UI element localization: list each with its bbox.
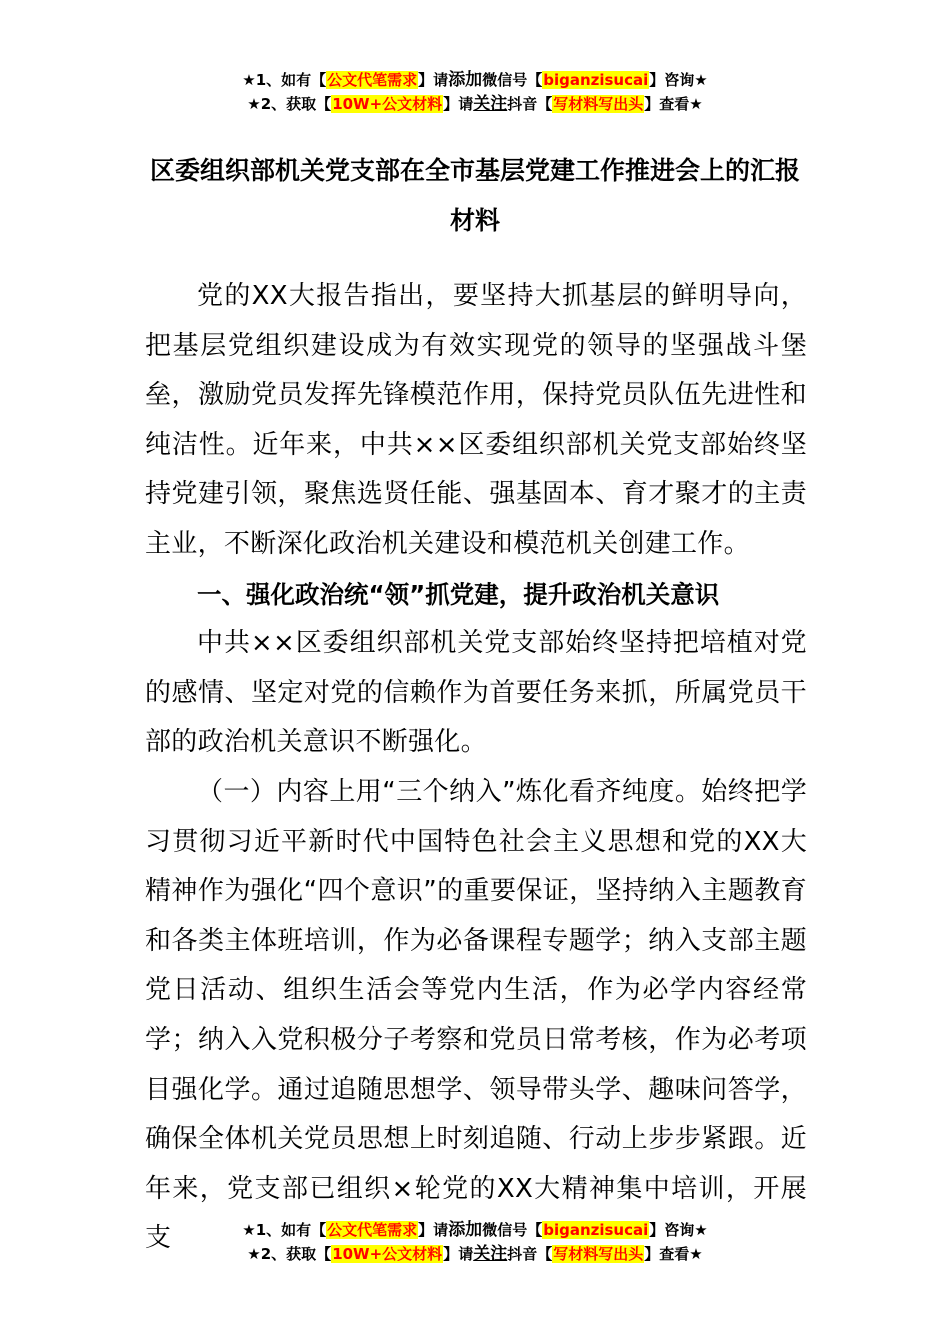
subsection-paragraph: （一）内容上用“三个纳入”炼化看齐纯度。始终把学习贯彻习近平新时代中国特色社会主义思想和党的XX大精神作为强化“四个意识”的重要保证，坚持纳入主题教育和各类主体班培训，作为必备课程专题学；纳入支部主题党日活动、组织生活会等党内生活，作为必学内容经常学；纳入入党积极分子考察和党员日常考核，作为必考项目强化学。通过追随思想学、领导带头学、趣味问答学，确保全体机关党员思想上时刻追随、行动上步步紧跟。近年来，党支部已组织×轮党的XX大精神集中培训，开展支 <box>145 776 807 1254</box>
intro-paragraph: 党的XX大报告指出，要坚持大抓基层的鲜明导向，把基层党组织建设成为有效实现党的领导的坚强战斗堡垒，激励党员发挥先锋模范作用，保持党员队伍先进性和纯洁性。近年来，中共××区委组织部机关党支部始终坚持党建引领，聚焦选贤任能、强基固本、育才聚才的主责主业，不断深化政治机关建设和模范机关创建工作。 <box>145 281 807 559</box>
banner-text: 】查看★ <box>644 95 703 113</box>
banner-text: 添加 <box>448 70 483 90</box>
section-heading: 一、强化政治统“领”抓党建，提升政治机关意识 <box>197 579 720 609</box>
banner-text: ★1、如有【 <box>242 71 327 89</box>
document-title: 区委组织部机关党支部在全市基层党建工作推进会上的汇报材料 <box>149 156 800 235</box>
banner-highlight-wechat: biganzisucai <box>543 71 649 89</box>
banner-highlight: 公文代笔需求 <box>327 71 418 89</box>
banner-highlight-douyin: 写材料写出头 <box>553 1245 644 1263</box>
banner-text: 】咨询★ <box>649 71 708 89</box>
banner-line-2 <box>0 1242 950 1266</box>
header-banner <box>0 68 950 116</box>
banner-text: ★2、获取【 <box>247 1245 332 1263</box>
banner-text: ★2、获取【 <box>247 95 332 113</box>
banner-highlight: 10W+公文材料 <box>332 1245 443 1263</box>
banner-text: 抖音【 <box>507 95 553 113</box>
footer-banner <box>0 1218 950 1266</box>
document-body <box>145 272 807 1264</box>
banner-highlight-wechat: biganzisucai <box>543 1221 649 1239</box>
banner-text: 】查看★ <box>644 1245 703 1263</box>
banner-line-1 <box>0 68 950 92</box>
banner-line-1 <box>0 1218 950 1242</box>
banner-line-2 <box>0 92 950 116</box>
banner-text: 】请 <box>418 71 449 89</box>
banner-text: 添加 <box>448 1220 483 1240</box>
banner-text: 】请 <box>418 1221 449 1239</box>
banner-highlight: 公文代笔需求 <box>327 1221 418 1239</box>
banner-text: 抖音【 <box>507 1245 553 1263</box>
banner-text: 关注 <box>473 1244 508 1264</box>
section-paragraph: 中共××区委组织部机关党支部始终坚持把培植对党的感情、坚定对党的信赖作为首要任务来抓，所属党员干部的政治机关意识不断强化。 <box>145 628 807 758</box>
banner-highlight-douyin: 写材料写出头 <box>553 95 644 113</box>
banner-text: 微信号【 <box>482 71 543 89</box>
banner-text: 微信号【 <box>482 1221 543 1239</box>
banner-text: ★1、如有【 <box>242 1221 327 1239</box>
banner-text: 】咨询★ <box>649 1221 708 1239</box>
banner-text: 】请 <box>443 95 474 113</box>
banner-highlight: 10W+公文材料 <box>332 95 443 113</box>
banner-text: 关注 <box>473 94 508 114</box>
banner-text: 】请 <box>443 1245 474 1263</box>
